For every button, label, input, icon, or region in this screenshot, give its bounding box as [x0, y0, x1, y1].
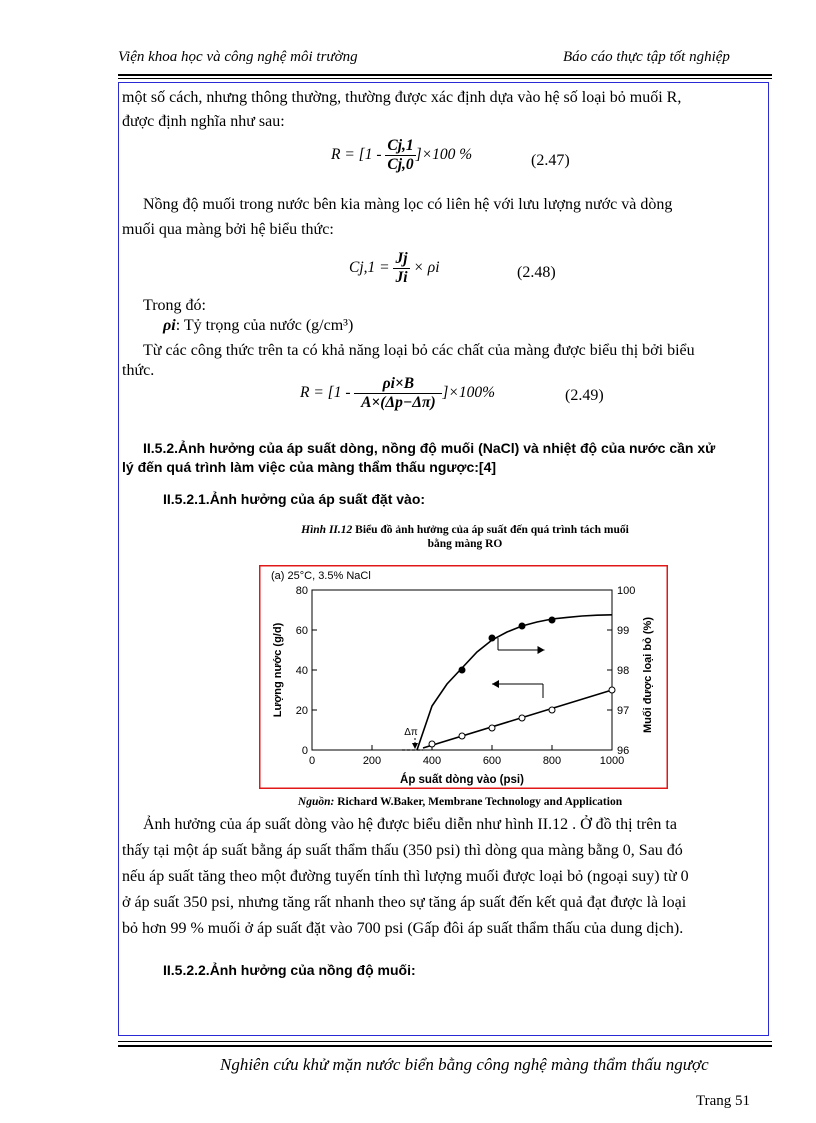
where-label: Trong đó:	[143, 297, 206, 314]
x-tick-label: 800	[542, 755, 562, 767]
rho-definition	[163, 314, 353, 338]
subsection-heading: II.5.2.2.Ảnh hưởng của nồng độ muối:	[163, 962, 416, 978]
footer-rule-thin	[118, 1041, 772, 1042]
figure-caption-text-2: bằng màng RO	[427, 538, 503, 550]
x-tick-label: 400	[422, 755, 442, 767]
equation-2-48	[349, 250, 440, 287]
paragraph-line: được định nghĩa như sau:	[122, 113, 285, 130]
equation-number: (2.49)	[565, 387, 604, 404]
equation-number: (2.48)	[517, 264, 556, 281]
x-tick-label: 0	[308, 755, 316, 767]
data-point-2	[549, 707, 555, 713]
data-point-2	[519, 715, 525, 721]
equation-number: (2.47)	[531, 152, 570, 169]
section-heading: lý đến quá trình làm việc của màng thẩm thấu ngược:[4]	[122, 459, 497, 475]
figure-number: Hình II.12	[301, 524, 353, 536]
paragraph-line: bỏ hơn 99 % muối ở áp suất đặt vào 700 psi (Gấp đôi áp suất thẩm thấu của dung dịch).	[122, 920, 684, 937]
eq-lhs: Cj,1 =	[349, 259, 394, 277]
paragraph-line: một số cách, nhưng thông thường, thường được xác định dựa vào hệ số loại bỏ muối R,	[122, 89, 682, 106]
data-point-2	[459, 733, 465, 739]
eq-lhs: R = [1 -	[331, 146, 386, 164]
data-point-2	[489, 725, 495, 731]
paragraph-line: thức.	[122, 362, 155, 379]
paragraph-line: thấy tại một áp suất bằng áp suất thẩm thấu (350 psi) thì dòng qua màng bằng 0, Sau đó	[122, 842, 683, 859]
header-rule-thin	[118, 78, 772, 79]
paragraph-line: Nồng độ muối trong nước bên kia màng lọc có liên hệ với lưu lượng nước và dòng	[143, 196, 673, 213]
rho-symbol: ρi	[163, 317, 176, 334]
data-point-2	[429, 741, 435, 747]
eq-denominator: Ji	[395, 269, 408, 286]
y-right-axis-label: Muối được loại bỏ (%)	[642, 617, 654, 733]
y-left-tick-label: 80	[295, 585, 308, 597]
equation-2-47	[331, 137, 472, 174]
y-left-tick-label: 0	[301, 745, 308, 757]
section-heading: II.5.2.Ảnh hưởng của áp suất dòng, nồng độ muối (NaCl) và nhiệt độ của nước cần xử	[143, 440, 716, 456]
paragraph-line: Từ các công thức trên ta có khả năng loại bỏ các chất của màng được biểu thị bởi biểu	[143, 342, 695, 359]
data-point-1	[489, 635, 495, 641]
footer-title: Nghiên cứu khử mặn nước biển bằng công nghệ màng thẩm thấu ngược	[220, 1055, 709, 1074]
figure-caption-text: Biểu đồ ảnh hưởng của áp suất đến quá trình tách muối	[352, 524, 629, 536]
eq-numerator: ρi×B	[354, 375, 442, 394]
y-right-tick-label: 97	[617, 705, 630, 717]
paragraph-line: Ảnh hưởng của áp suất dòng vào hệ được biểu diễn như hình II.12 . Ở đồ thị trên ta	[143, 816, 677, 833]
data-point-2	[609, 687, 615, 693]
figure-source	[220, 795, 700, 809]
y-right-tick-label: 96	[617, 745, 630, 757]
data-point-1	[519, 623, 525, 629]
data-point-1	[549, 617, 555, 623]
eq-rhs: × ρi	[413, 259, 440, 277]
x-tick-label: 1000	[599, 755, 625, 767]
footer-rule	[118, 1045, 772, 1047]
rho-text: : Tỷ trọng của nước (g/cm³)	[175, 317, 354, 334]
x-axis-label: Áp suất dòng vào (psi)	[400, 774, 524, 786]
pressure-chart	[259, 565, 668, 789]
eq-rhs: ]×100%	[442, 384, 496, 402]
y-left-tick-label: 20	[295, 705, 308, 717]
delta-pi-annotation: Δπ	[404, 727, 418, 738]
subsection-heading: II.5.2.1.Ảnh hưởng của áp suất đặt vào:	[163, 491, 426, 507]
figure-caption	[250, 523, 680, 551]
y-right-tick-label: 99	[617, 625, 630, 637]
eq-rhs: ]×100 %	[415, 146, 473, 164]
source-label: Nguồn:	[297, 796, 335, 808]
x-tick-label: 200	[362, 755, 382, 767]
x-tick-label: 600	[482, 755, 502, 767]
eq-lhs: R = [1 -	[300, 384, 355, 402]
y-right-tick-label: 100	[617, 585, 636, 597]
panel-label: (a) 25°C, 3.5% NaCl	[271, 570, 371, 582]
paragraph-line: ở áp suất 350 psi, nhưng tăng rất nhanh theo sự tăng áp suất đến kết quả đạt được là loại	[122, 894, 687, 911]
y-left-tick-label: 60	[295, 625, 308, 637]
eq-numerator: Jj	[395, 250, 408, 267]
eq-denominator: Cj,0	[387, 156, 414, 173]
header-rule	[118, 74, 772, 76]
y-left-axis-label: Lượng nước (g/d)	[272, 622, 284, 718]
header-left: Viện khoa học và công nghệ môi trường	[118, 49, 358, 65]
header-right: Báo cáo thực tập tốt nghiệp	[563, 49, 730, 65]
source-text: Richard W.Baker, Membrane Technology and Application	[334, 796, 623, 808]
eq-denominator: A×(Δp−Δπ)	[361, 394, 436, 411]
y-left-tick-label: 40	[295, 665, 308, 677]
y-right-tick-label: 98	[617, 665, 630, 677]
page-number: Trang 51	[696, 1093, 751, 1109]
data-point-1	[459, 667, 465, 673]
equation-2-49	[300, 375, 495, 412]
paragraph-line: muối qua màng bởi hệ biểu thức:	[122, 221, 334, 238]
eq-numerator: Cj,1	[387, 137, 414, 154]
paragraph-line: nếu áp suất tăng theo một đường tuyến tính thì lượng muối được loại bỏ (ngoại suy) từ 0	[122, 868, 689, 885]
